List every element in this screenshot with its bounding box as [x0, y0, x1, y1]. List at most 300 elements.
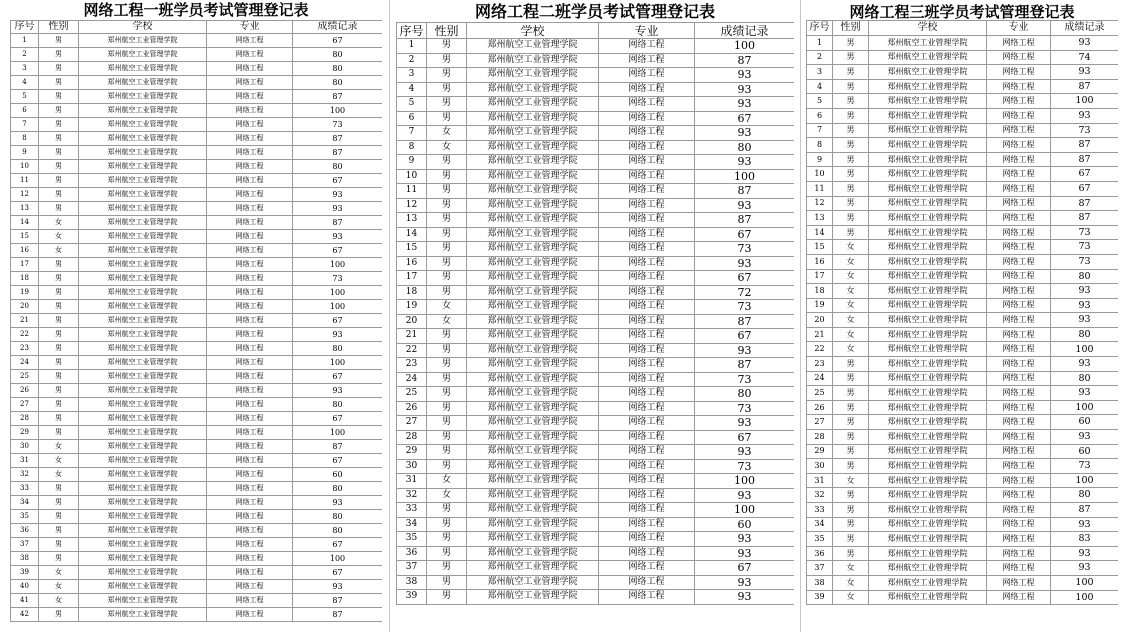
cell-score: 67 — [293, 538, 383, 552]
cell-major: 网络工程 — [599, 459, 695, 474]
cell-school: 郑州航空工业管理学院 — [467, 372, 599, 387]
cell-seq: 15 — [11, 230, 39, 244]
cell-gender: 男 — [427, 82, 467, 97]
cell-score: 73 — [695, 242, 795, 257]
cell-school: 郑州航空工业管理学院 — [869, 342, 987, 357]
table-row — [11, 594, 383, 608]
cell-school: 郑州航空工业管理学院 — [869, 561, 987, 576]
cell-seq: 31 — [807, 473, 833, 488]
cell-seq: 21 — [397, 329, 427, 344]
cell-score: 67 — [695, 111, 795, 126]
cell-score: 93 — [695, 532, 795, 547]
table-row — [11, 538, 383, 552]
cell-gender: 男 — [833, 152, 869, 167]
cell-seq: 4 — [807, 79, 833, 94]
cell-school: 郑州航空工业管理学院 — [869, 430, 987, 445]
cell-seq: 12 — [11, 188, 39, 202]
cell-major: 网络工程 — [987, 36, 1051, 51]
table-row — [807, 298, 1119, 313]
table-row — [11, 496, 383, 510]
cell-seq: 26 — [397, 401, 427, 416]
table-row — [397, 343, 795, 358]
cell-gender: 男 — [427, 561, 467, 576]
cell-gender: 男 — [833, 546, 869, 561]
cell-seq: 7 — [397, 126, 427, 141]
cell-score: 93 — [293, 188, 383, 202]
table-row — [11, 118, 383, 132]
cell-seq: 23 — [397, 358, 427, 373]
table-row — [11, 342, 383, 356]
cell-seq: 15 — [807, 240, 833, 255]
cell-score: 100 — [1051, 473, 1119, 488]
cell-school: 郑州航空工业管理学院 — [79, 398, 207, 412]
cell-score: 93 — [695, 198, 795, 213]
cell-gender: 男 — [427, 590, 467, 605]
cell-gender: 男 — [833, 65, 869, 80]
table-row — [397, 256, 795, 271]
table-row — [807, 94, 1119, 109]
cell-score: 73 — [695, 372, 795, 387]
cell-major: 网络工程 — [207, 566, 293, 580]
table-row — [807, 181, 1119, 196]
cell-school: 郑州航空工业管理学院 — [467, 517, 599, 532]
cell-seq: 24 — [397, 372, 427, 387]
cell-gender: 男 — [427, 242, 467, 257]
cell-seq: 9 — [11, 146, 39, 160]
cell-score: 87 — [293, 440, 383, 454]
cell-school: 郑州航空工业管理学院 — [79, 608, 207, 622]
cell-score: 93 — [1051, 313, 1119, 328]
cell-major: 网络工程 — [987, 459, 1051, 474]
cell-score: 93 — [695, 256, 795, 271]
cell-school: 郑州航空工业管理学院 — [467, 401, 599, 416]
table-row — [807, 50, 1119, 65]
cell-major: 网络工程 — [599, 445, 695, 460]
cell-seq: 38 — [807, 575, 833, 590]
table-row — [807, 123, 1119, 138]
header-gender: 性别 — [427, 23, 467, 39]
cell-school: 郑州航空工业管理学院 — [79, 524, 207, 538]
cell-gender: 男 — [427, 39, 467, 54]
cell-seq: 8 — [807, 138, 833, 153]
cell-major: 网络工程 — [987, 167, 1051, 182]
cell-school: 郑州航空工业管理学院 — [869, 181, 987, 196]
cell-major: 网络工程 — [987, 284, 1051, 299]
cell-school: 郑州航空工业管理学院 — [467, 140, 599, 155]
cell-school: 郑州航空工业管理学院 — [79, 552, 207, 566]
table-row — [11, 34, 383, 48]
table-row — [807, 240, 1119, 255]
table-row — [397, 329, 795, 344]
cell-school: 郑州航空工业管理学院 — [467, 82, 599, 97]
cell-gender: 女 — [833, 313, 869, 328]
table-row — [397, 459, 795, 474]
cell-score: 60 — [695, 517, 795, 532]
cell-seq: 16 — [397, 256, 427, 271]
cell-gender: 男 — [427, 155, 467, 170]
class1-sheet — [10, 0, 382, 632]
cell-major: 网络工程 — [207, 384, 293, 398]
cell-score: 80 — [1051, 488, 1119, 503]
cell-school: 郑州航空工业管理学院 — [467, 155, 599, 170]
cell-major: 网络工程 — [207, 482, 293, 496]
cell-major: 网络工程 — [987, 342, 1051, 357]
cell-gender: 男 — [39, 34, 79, 48]
table-row — [807, 196, 1119, 211]
cell-score: 73 — [293, 118, 383, 132]
table-row — [11, 202, 383, 216]
cell-score: 93 — [293, 384, 383, 398]
cell-major: 网络工程 — [987, 444, 1051, 459]
cell-school: 郑州航空工业管理学院 — [869, 386, 987, 401]
table-row — [397, 184, 795, 199]
cell-major: 网络工程 — [207, 230, 293, 244]
cell-school: 郑州航空工业管理学院 — [869, 240, 987, 255]
table-row — [807, 430, 1119, 445]
cell-gender: 女 — [39, 216, 79, 230]
cell-major: 网络工程 — [599, 575, 695, 590]
cell-seq: 27 — [807, 415, 833, 430]
cell-gender: 男 — [427, 546, 467, 561]
cell-school: 郑州航空工业管理学院 — [79, 356, 207, 370]
cell-seq: 33 — [397, 503, 427, 518]
cell-school: 郑州航空工业管理学院 — [79, 566, 207, 580]
cell-gender: 女 — [833, 473, 869, 488]
cell-score: 93 — [293, 202, 383, 216]
cell-major: 网络工程 — [207, 48, 293, 62]
cell-major: 网络工程 — [987, 181, 1051, 196]
cell-gender: 男 — [39, 132, 79, 146]
cell-seq: 13 — [397, 213, 427, 228]
cell-major: 网络工程 — [599, 532, 695, 547]
cell-score: 72 — [695, 285, 795, 300]
cell-gender: 男 — [427, 111, 467, 126]
cell-school: 郑州航空工业管理学院 — [869, 94, 987, 109]
cell-seq: 22 — [397, 343, 427, 358]
table-row — [11, 328, 383, 342]
cell-seq: 34 — [807, 517, 833, 532]
cell-score: 87 — [293, 146, 383, 160]
sheet-title: 网络工程三班学员考试管理登记表 — [849, 3, 1075, 20]
table-row — [11, 48, 383, 62]
table-row — [807, 532, 1119, 547]
table-row — [397, 285, 795, 300]
cell-score: 93 — [1051, 65, 1119, 80]
cell-score: 93 — [695, 488, 795, 503]
cell-gender: 女 — [427, 300, 467, 315]
cell-seq: 9 — [397, 155, 427, 170]
cell-school: 郑州航空工业管理学院 — [79, 594, 207, 608]
cell-gender: 男 — [427, 184, 467, 199]
cell-school: 郑州航空工业管理学院 — [467, 343, 599, 358]
cell-major: 网络工程 — [599, 227, 695, 242]
cell-school: 郑州航空工业管理学院 — [79, 146, 207, 160]
cell-major: 网络工程 — [987, 357, 1051, 372]
cell-score: 87 — [1051, 196, 1119, 211]
cell-score: 87 — [1051, 138, 1119, 153]
cell-school: 郑州航空工业管理学院 — [467, 488, 599, 503]
cell-school: 郑州航空工业管理学院 — [467, 285, 599, 300]
table-row — [11, 440, 383, 454]
cell-school: 郑州航空工业管理学院 — [869, 503, 987, 518]
header-school: 学校 — [79, 21, 207, 34]
cell-seq: 19 — [807, 298, 833, 313]
cell-gender: 男 — [39, 552, 79, 566]
cell-score: 93 — [695, 575, 795, 590]
cell-major: 网络工程 — [599, 82, 695, 97]
cell-seq: 17 — [807, 269, 833, 284]
cell-major: 网络工程 — [987, 532, 1051, 547]
cell-score: 87 — [695, 358, 795, 373]
cell-gender: 男 — [39, 104, 79, 118]
cell-score: 87 — [695, 184, 795, 199]
cell-gender: 男 — [427, 387, 467, 402]
cell-school: 郑州航空工业管理学院 — [467, 358, 599, 373]
score-table — [10, 20, 382, 622]
table-row — [397, 97, 795, 112]
table-row — [11, 272, 383, 286]
table-row — [11, 370, 383, 384]
cell-school: 郑州航空工业管理学院 — [79, 580, 207, 594]
cell-major: 网络工程 — [207, 216, 293, 230]
cell-score: 67 — [293, 34, 383, 48]
cell-seq: 2 — [11, 48, 39, 62]
cell-major: 网络工程 — [599, 387, 695, 402]
cell-score: 67 — [293, 412, 383, 426]
cell-gender: 男 — [833, 532, 869, 547]
cell-gender: 男 — [39, 160, 79, 174]
cell-school: 郑州航空工业管理学院 — [79, 286, 207, 300]
table-row — [397, 488, 795, 503]
cell-gender: 男 — [39, 258, 79, 272]
cell-major: 网络工程 — [599, 184, 695, 199]
cell-gender: 男 — [833, 400, 869, 415]
table-row — [807, 211, 1119, 226]
table-row — [11, 216, 383, 230]
cell-major: 网络工程 — [207, 62, 293, 76]
cell-seq: 13 — [807, 211, 833, 226]
table-row — [807, 138, 1119, 153]
table-row — [397, 111, 795, 126]
cell-school: 郑州航空工业管理学院 — [467, 111, 599, 126]
cell-score: 93 — [695, 68, 795, 83]
cell-major: 网络工程 — [987, 123, 1051, 138]
cell-seq: 35 — [11, 510, 39, 524]
cell-school: 郑州航空工业管理学院 — [467, 474, 599, 489]
cell-score: 100 — [1051, 575, 1119, 590]
cell-gender: 女 — [39, 566, 79, 580]
cell-score: 73 — [1051, 240, 1119, 255]
cell-seq: 31 — [397, 474, 427, 489]
header-score: 成绩记录 — [695, 23, 795, 39]
cell-seq: 38 — [11, 552, 39, 566]
cell-major: 网络工程 — [207, 440, 293, 454]
cell-seq: 3 — [397, 68, 427, 83]
cell-score: 93 — [1051, 298, 1119, 313]
cell-seq: 23 — [807, 357, 833, 372]
table-row — [807, 473, 1119, 488]
cell-gender: 男 — [427, 401, 467, 416]
cell-major: 网络工程 — [207, 188, 293, 202]
cell-seq: 32 — [397, 488, 427, 503]
table-row — [11, 580, 383, 594]
cell-seq: 19 — [11, 286, 39, 300]
cell-seq: 37 — [397, 561, 427, 576]
cell-school: 郑州航空工业管理学院 — [79, 62, 207, 76]
cell-score: 93 — [695, 126, 795, 141]
cell-seq: 39 — [397, 590, 427, 605]
cell-score: 87 — [293, 608, 383, 622]
cell-school: 郑州航空工业管理学院 — [79, 412, 207, 426]
table-row — [807, 152, 1119, 167]
cell-seq: 20 — [11, 300, 39, 314]
cell-school: 郑州航空工业管理学院 — [79, 496, 207, 510]
table-row — [807, 575, 1119, 590]
cell-seq: 18 — [397, 285, 427, 300]
cell-major: 网络工程 — [599, 546, 695, 561]
table-row — [807, 284, 1119, 299]
table-row — [807, 357, 1119, 372]
cell-seq: 36 — [807, 546, 833, 561]
cell-seq: 10 — [807, 167, 833, 182]
cell-school: 郑州航空工业管理学院 — [467, 387, 599, 402]
cell-seq: 17 — [11, 258, 39, 272]
cell-score: 93 — [695, 416, 795, 431]
cell-gender: 男 — [427, 517, 467, 532]
cell-major: 网络工程 — [987, 590, 1051, 605]
table-row — [807, 36, 1119, 51]
cell-score: 93 — [1051, 430, 1119, 445]
cell-gender: 女 — [833, 561, 869, 576]
cell-seq: 38 — [397, 575, 427, 590]
cell-score: 93 — [695, 343, 795, 358]
table-row — [397, 213, 795, 228]
cell-seq: 4 — [11, 76, 39, 90]
table-row — [11, 230, 383, 244]
cell-score: 67 — [293, 314, 383, 328]
cell-seq: 21 — [807, 327, 833, 342]
cell-score: 80 — [293, 524, 383, 538]
cell-seq: 32 — [11, 468, 39, 482]
cell-major: 网络工程 — [987, 473, 1051, 488]
cell-seq: 25 — [11, 370, 39, 384]
cell-score: 67 — [293, 566, 383, 580]
cell-seq: 7 — [11, 118, 39, 132]
cell-school: 郑州航空工业管理学院 — [869, 123, 987, 138]
cell-score: 67 — [293, 244, 383, 258]
table-row — [397, 300, 795, 315]
cell-gender: 男 — [39, 412, 79, 426]
table-row — [397, 430, 795, 445]
cell-major: 网络工程 — [599, 169, 695, 184]
table-row — [397, 314, 795, 329]
table-row — [397, 387, 795, 402]
cell-score: 93 — [1051, 284, 1119, 299]
cell-school: 郑州航空工业管理学院 — [467, 53, 599, 68]
table-body — [397, 39, 795, 605]
cell-gender: 男 — [39, 496, 79, 510]
cell-major: 网络工程 — [599, 488, 695, 503]
cell-gender: 男 — [427, 503, 467, 518]
cell-gender: 女 — [833, 254, 869, 269]
cell-seq: 24 — [807, 371, 833, 386]
table-row — [807, 400, 1119, 415]
cell-seq: 9 — [807, 152, 833, 167]
cell-school: 郑州航空工业管理学院 — [79, 538, 207, 552]
cell-gender: 男 — [427, 358, 467, 373]
cell-major: 网络工程 — [599, 271, 695, 286]
table-row — [11, 398, 383, 412]
cell-score: 73 — [695, 300, 795, 315]
cell-seq: 14 — [397, 227, 427, 242]
cell-school: 郑州航空工业管理学院 — [79, 230, 207, 244]
cell-gender: 男 — [39, 356, 79, 370]
cell-major: 网络工程 — [987, 79, 1051, 94]
cell-major: 网络工程 — [207, 272, 293, 286]
cell-gender: 男 — [39, 76, 79, 90]
cell-seq: 37 — [11, 538, 39, 552]
cell-gender: 男 — [427, 532, 467, 547]
cell-school: 郑州航空工业管理学院 — [79, 48, 207, 62]
cell-major: 网络工程 — [207, 118, 293, 132]
cell-school: 郑州航空工业管理学院 — [79, 482, 207, 496]
cell-school: 郑州航空工业管理学院 — [79, 370, 207, 384]
table-row — [11, 62, 383, 76]
table-row — [397, 503, 795, 518]
cell-major: 网络工程 — [599, 126, 695, 141]
cell-school: 郑州航空工业管理学院 — [467, 300, 599, 315]
table-row — [11, 412, 383, 426]
table-row — [807, 503, 1119, 518]
cell-score: 93 — [1051, 357, 1119, 372]
cell-major: 网络工程 — [987, 400, 1051, 415]
cell-score: 100 — [293, 286, 383, 300]
cell-school: 郑州航空工业管理学院 — [467, 546, 599, 561]
cell-seq: 33 — [11, 482, 39, 496]
table-row — [11, 566, 383, 580]
cell-seq: 27 — [397, 416, 427, 431]
header-seq: 序号 — [11, 21, 39, 34]
table-row — [397, 198, 795, 213]
cell-seq: 33 — [807, 503, 833, 518]
cell-score: 93 — [695, 97, 795, 112]
table-row — [397, 561, 795, 576]
sheet-divider — [800, 0, 801, 632]
cell-school: 郑州航空工业管理学院 — [467, 213, 599, 228]
table-row — [807, 65, 1119, 80]
cell-school: 郑州航空工业管理学院 — [869, 138, 987, 153]
cell-seq: 6 — [807, 108, 833, 123]
cell-gender: 男 — [833, 50, 869, 65]
cell-score: 87 — [293, 594, 383, 608]
cell-major: 网络工程 — [207, 342, 293, 356]
cell-major: 网络工程 — [987, 546, 1051, 561]
cell-school: 郑州航空工业管理学院 — [869, 488, 987, 503]
cell-seq: 5 — [807, 94, 833, 109]
cell-major: 网络工程 — [599, 256, 695, 271]
cell-gender: 男 — [833, 79, 869, 94]
cell-score: 100 — [293, 426, 383, 440]
cell-gender: 男 — [39, 608, 79, 622]
table-row — [397, 416, 795, 431]
cell-seq: 20 — [397, 314, 427, 329]
cell-gender: 女 — [427, 126, 467, 141]
cell-score: 93 — [1051, 108, 1119, 123]
cell-seq: 17 — [397, 271, 427, 286]
header-gender: 性别 — [833, 21, 869, 36]
cell-major: 网络工程 — [207, 160, 293, 174]
cell-major: 网络工程 — [987, 415, 1051, 430]
